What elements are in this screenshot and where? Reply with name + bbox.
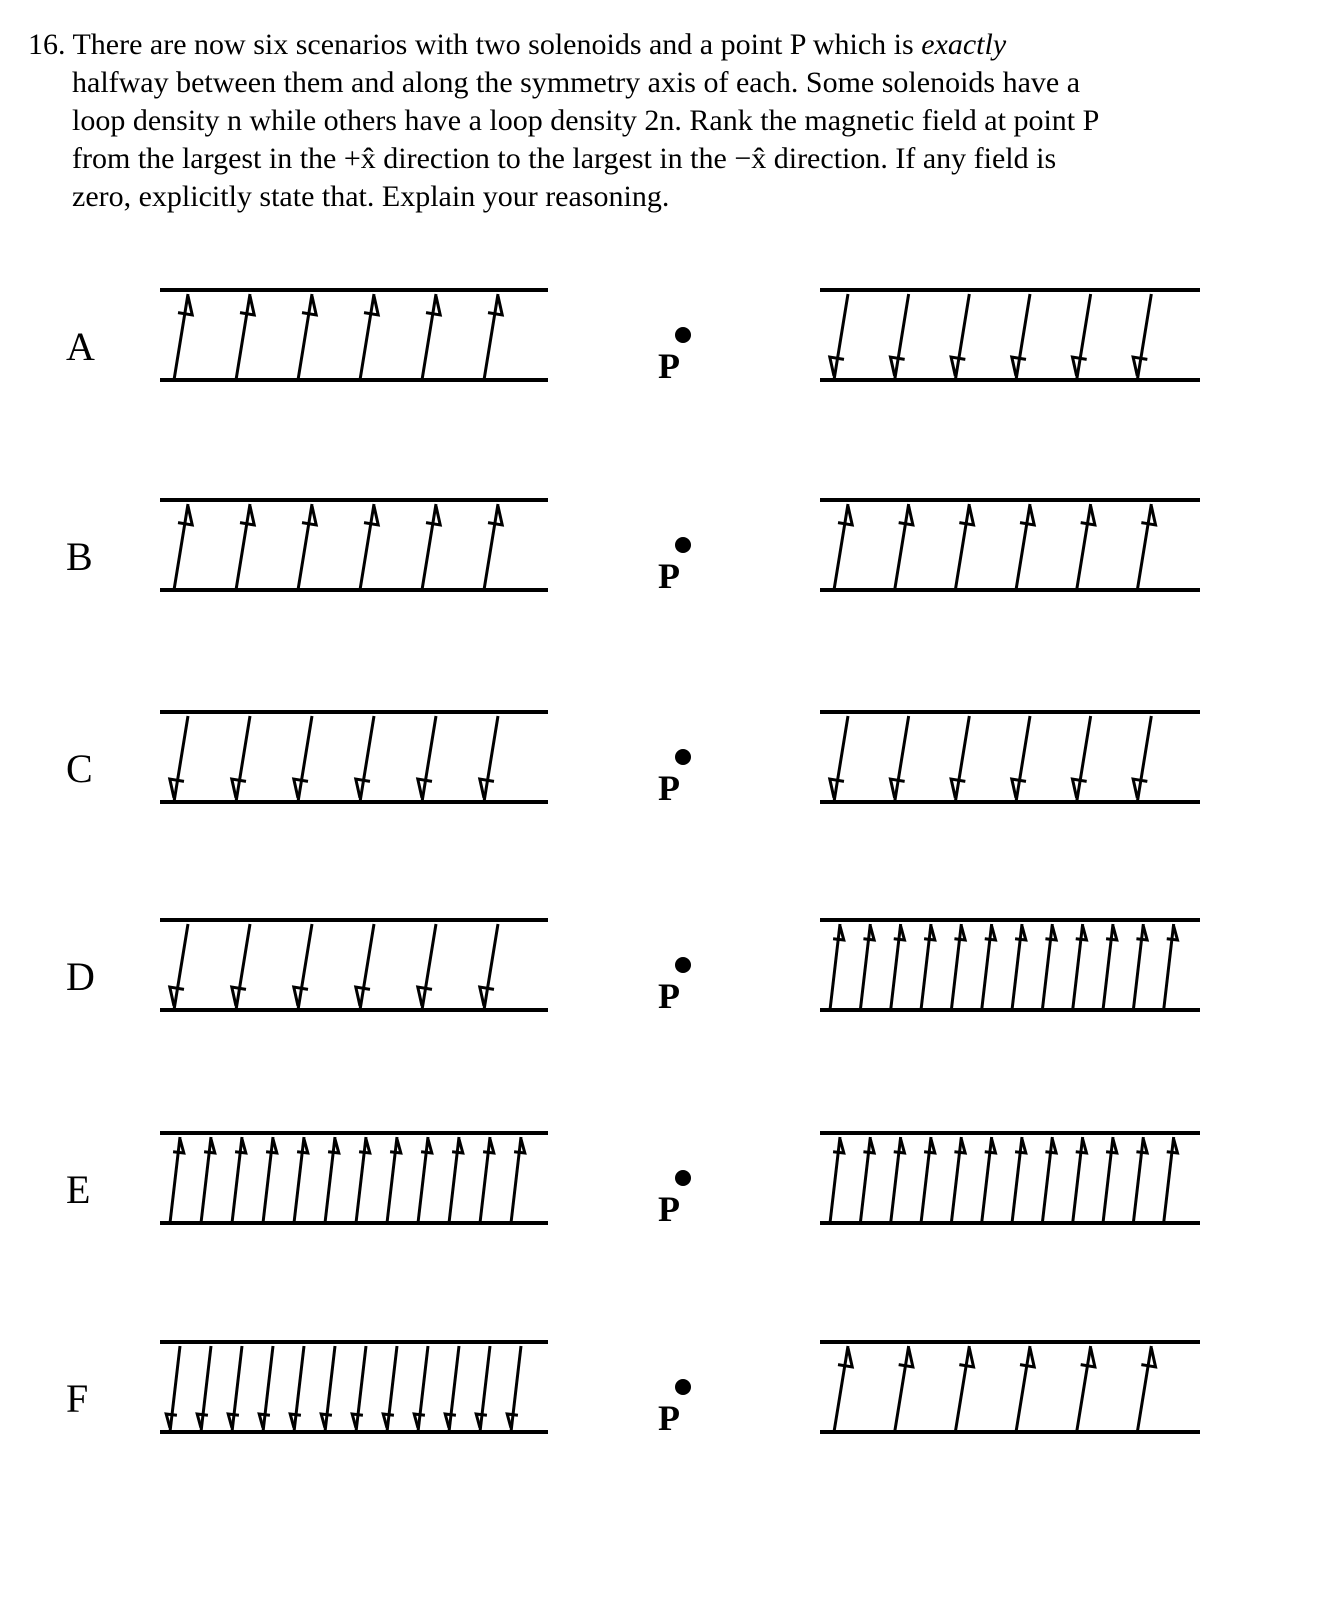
- right-solenoid-loop-arrow: [1137, 1346, 1155, 1432]
- point-p-label: P: [658, 1189, 680, 1229]
- scenario-label: E: [66, 1167, 91, 1212]
- scenario-label: C: [66, 746, 93, 791]
- right-solenoid-loop-arrow: [1042, 924, 1056, 1010]
- left-solenoid-loop-arrow: [298, 294, 316, 380]
- left-solenoid-loop-arrow: [507, 1346, 521, 1432]
- left-solenoid-loop-arrow: [418, 924, 436, 1010]
- scenario-e: [66, 1133, 1200, 1229]
- right-solenoid-loop-arrow: [890, 716, 908, 802]
- left-solenoid-loop-arrow: [294, 924, 312, 1010]
- left-solenoid-loop-arrow: [170, 924, 188, 1010]
- scenario-label: B: [66, 534, 93, 579]
- left-solenoid-loop-arrow: [449, 1137, 463, 1223]
- left-solenoid-loop-arrow: [325, 1137, 339, 1223]
- scenario-f: [66, 1342, 1200, 1438]
- question-line-2: halfway between them and along the symmetry axis of each. Some solenoids have a: [72, 66, 1081, 99]
- right-solenoid-loop-arrow: [860, 1137, 874, 1223]
- left-solenoid-loop-arrow: [352, 1346, 366, 1432]
- scenario-b: [66, 500, 1200, 596]
- left-solenoid-loop-arrow: [321, 1346, 335, 1432]
- point-p-dot: [675, 1170, 691, 1186]
- left-solenoid: [160, 1342, 548, 1432]
- right-solenoid-loop-arrow: [834, 1346, 852, 1432]
- left-solenoid-loop-arrow: [422, 294, 440, 380]
- left-solenoid-loop-arrow: [356, 1137, 370, 1223]
- scenario-label: D: [66, 954, 95, 999]
- right-solenoid-loop-arrow: [834, 504, 852, 590]
- right-solenoid-loop-arrow: [830, 924, 844, 1010]
- right-solenoid-loop-arrow: [955, 504, 973, 590]
- left-solenoid-loop-arrow: [294, 716, 312, 802]
- point-p-dot: [675, 1379, 691, 1395]
- left-solenoid-loop-arrow: [294, 1137, 308, 1223]
- right-solenoid: [820, 1342, 1200, 1432]
- right-solenoid-loop-arrow: [982, 924, 996, 1010]
- left-solenoid: [160, 1133, 548, 1223]
- left-solenoid-loop-arrow: [298, 504, 316, 590]
- left-solenoid-loop-arrow: [263, 1137, 277, 1223]
- right-solenoid-loop-arrow: [1077, 1346, 1095, 1432]
- point-p-label: P: [658, 346, 680, 386]
- left-solenoid-loop-arrow: [236, 294, 254, 380]
- left-solenoid: [160, 290, 548, 380]
- left-solenoid-loop-arrow: [422, 504, 440, 590]
- right-solenoid-loop-arrow: [1016, 504, 1034, 590]
- left-solenoid-loop-arrow: [484, 294, 502, 380]
- point-p-dot: [675, 749, 691, 765]
- left-solenoid-loop-arrow: [476, 1346, 490, 1432]
- right-solenoid-loop-arrow: [891, 1137, 905, 1223]
- left-solenoid-loop-arrow: [480, 1137, 494, 1223]
- left-solenoid-loop-arrow: [480, 924, 498, 1010]
- right-solenoid: [820, 500, 1200, 590]
- right-solenoid-loop-arrow: [951, 924, 965, 1010]
- right-solenoid-loop-arrow: [895, 504, 913, 590]
- point-p-dot: [675, 537, 691, 553]
- right-solenoid-loop-arrow: [1133, 1137, 1147, 1223]
- right-solenoid-loop-arrow: [951, 716, 969, 802]
- right-solenoid-loop-arrow: [982, 1137, 996, 1223]
- left-solenoid-loop-arrow: [356, 924, 374, 1010]
- right-solenoid: [820, 290, 1200, 380]
- left-solenoid-loop-arrow: [484, 504, 502, 590]
- right-solenoid: [820, 1133, 1200, 1223]
- right-solenoid-loop-arrow: [1133, 924, 1147, 1010]
- left-solenoid-loop-arrow: [170, 716, 188, 802]
- point-p-label: P: [658, 976, 680, 1016]
- right-solenoid-loop-arrow: [895, 1346, 913, 1432]
- left-solenoid: [160, 500, 548, 590]
- right-solenoid-loop-arrow: [1042, 1137, 1056, 1223]
- right-solenoid-loop-arrow: [1012, 294, 1030, 380]
- right-solenoid-loop-arrow: [1103, 1137, 1117, 1223]
- left-solenoid-loop-arrow: [232, 716, 250, 802]
- question-emphasis: exactly: [921, 28, 1007, 61]
- question-line-4: from the largest in the +x̂ direction to the largest in the −x̂ direction. If any field is: [72, 142, 1057, 175]
- point-p-dot: [675, 957, 691, 973]
- right-solenoid-loop-arrow: [1012, 1137, 1026, 1223]
- left-solenoid-loop-arrow: [166, 1346, 180, 1432]
- left-solenoid-loop-arrow: [259, 1346, 273, 1432]
- question-line-1-a: 16. There are now six scenarios with two solenoids and a point P which is: [28, 28, 922, 61]
- right-solenoid-loop-arrow: [830, 716, 848, 802]
- right-solenoid-loop-arrow: [1164, 1137, 1178, 1223]
- scenario-c: [66, 712, 1200, 808]
- left-solenoid-loop-arrow: [480, 716, 498, 802]
- right-solenoid-loop-arrow: [921, 1137, 935, 1223]
- right-solenoid-loop-arrow: [921, 924, 935, 1010]
- left-solenoid-loop-arrow: [356, 716, 374, 802]
- right-solenoid-loop-arrow: [891, 924, 905, 1010]
- right-solenoid-loop-arrow: [890, 294, 908, 380]
- right-solenoid-loop-arrow: [830, 294, 848, 380]
- right-solenoid-loop-arrow: [1164, 924, 1178, 1010]
- left-solenoid-loop-arrow: [445, 1346, 459, 1432]
- left-solenoid-loop-arrow: [170, 1137, 184, 1223]
- left-solenoid-loop-arrow: [387, 1137, 401, 1223]
- right-solenoid-loop-arrow: [1012, 716, 1030, 802]
- left-solenoid-loop-arrow: [383, 1346, 397, 1432]
- left-solenoid-loop-arrow: [197, 1346, 211, 1432]
- right-solenoid-loop-arrow: [951, 294, 969, 380]
- point-p-dot: [675, 327, 691, 343]
- left-solenoid-loop-arrow: [232, 1137, 246, 1223]
- right-solenoid-loop-arrow: [830, 1137, 844, 1223]
- right-solenoid-loop-arrow: [1133, 716, 1151, 802]
- left-solenoid-loop-arrow: [511, 1137, 525, 1223]
- left-solenoid-loop-arrow: [360, 294, 378, 380]
- right-solenoid-loop-arrow: [1073, 924, 1087, 1010]
- question-line-3: loop density n while others have a loop density 2n. Rank the magnetic field at point P: [72, 104, 1100, 137]
- right-solenoid-loop-arrow: [1133, 294, 1151, 380]
- right-solenoid-loop-arrow: [1072, 716, 1090, 802]
- scenario-label: A: [66, 324, 95, 369]
- left-solenoid-loop-arrow: [174, 294, 192, 380]
- right-solenoid-loop-arrow: [1016, 1346, 1034, 1432]
- left-solenoid-loop-arrow: [418, 716, 436, 802]
- right-solenoid-loop-arrow: [955, 1346, 973, 1432]
- scenario-label: F: [66, 1376, 89, 1421]
- right-solenoid-loop-arrow: [1077, 504, 1095, 590]
- right-solenoid-loop-arrow: [1073, 1137, 1087, 1223]
- right-solenoid-loop-arrow: [1103, 924, 1117, 1010]
- left-solenoid-loop-arrow: [418, 1137, 432, 1223]
- left-solenoid-loop-arrow: [228, 1346, 242, 1432]
- scenario-d: [66, 920, 1200, 1016]
- left-solenoid: [160, 712, 548, 802]
- left-solenoid-loop-arrow: [290, 1346, 304, 1432]
- right-solenoid-loop-arrow: [951, 1137, 965, 1223]
- right-solenoid-loop-arrow: [1072, 294, 1090, 380]
- right-solenoid-loop-arrow: [1137, 504, 1155, 590]
- point-p-label: P: [658, 768, 680, 808]
- right-solenoid-loop-arrow: [860, 924, 874, 1010]
- left-solenoid: [160, 920, 548, 1010]
- point-p-label: P: [658, 1398, 680, 1438]
- right-solenoid: [820, 920, 1200, 1010]
- left-solenoid-loop-arrow: [232, 924, 250, 1010]
- left-solenoid-loop-arrow: [201, 1137, 215, 1223]
- left-solenoid-loop-arrow: [360, 504, 378, 590]
- left-solenoid-loop-arrow: [236, 504, 254, 590]
- right-solenoid-loop-arrow: [1012, 924, 1026, 1010]
- left-solenoid-loop-arrow: [414, 1346, 428, 1432]
- question-line-5: zero, explicitly state that. Explain your reasoning.: [72, 180, 670, 213]
- right-solenoid: [820, 712, 1200, 802]
- scenario-a: [66, 290, 1200, 386]
- left-solenoid-loop-arrow: [174, 504, 192, 590]
- point-p-label: P: [658, 556, 680, 596]
